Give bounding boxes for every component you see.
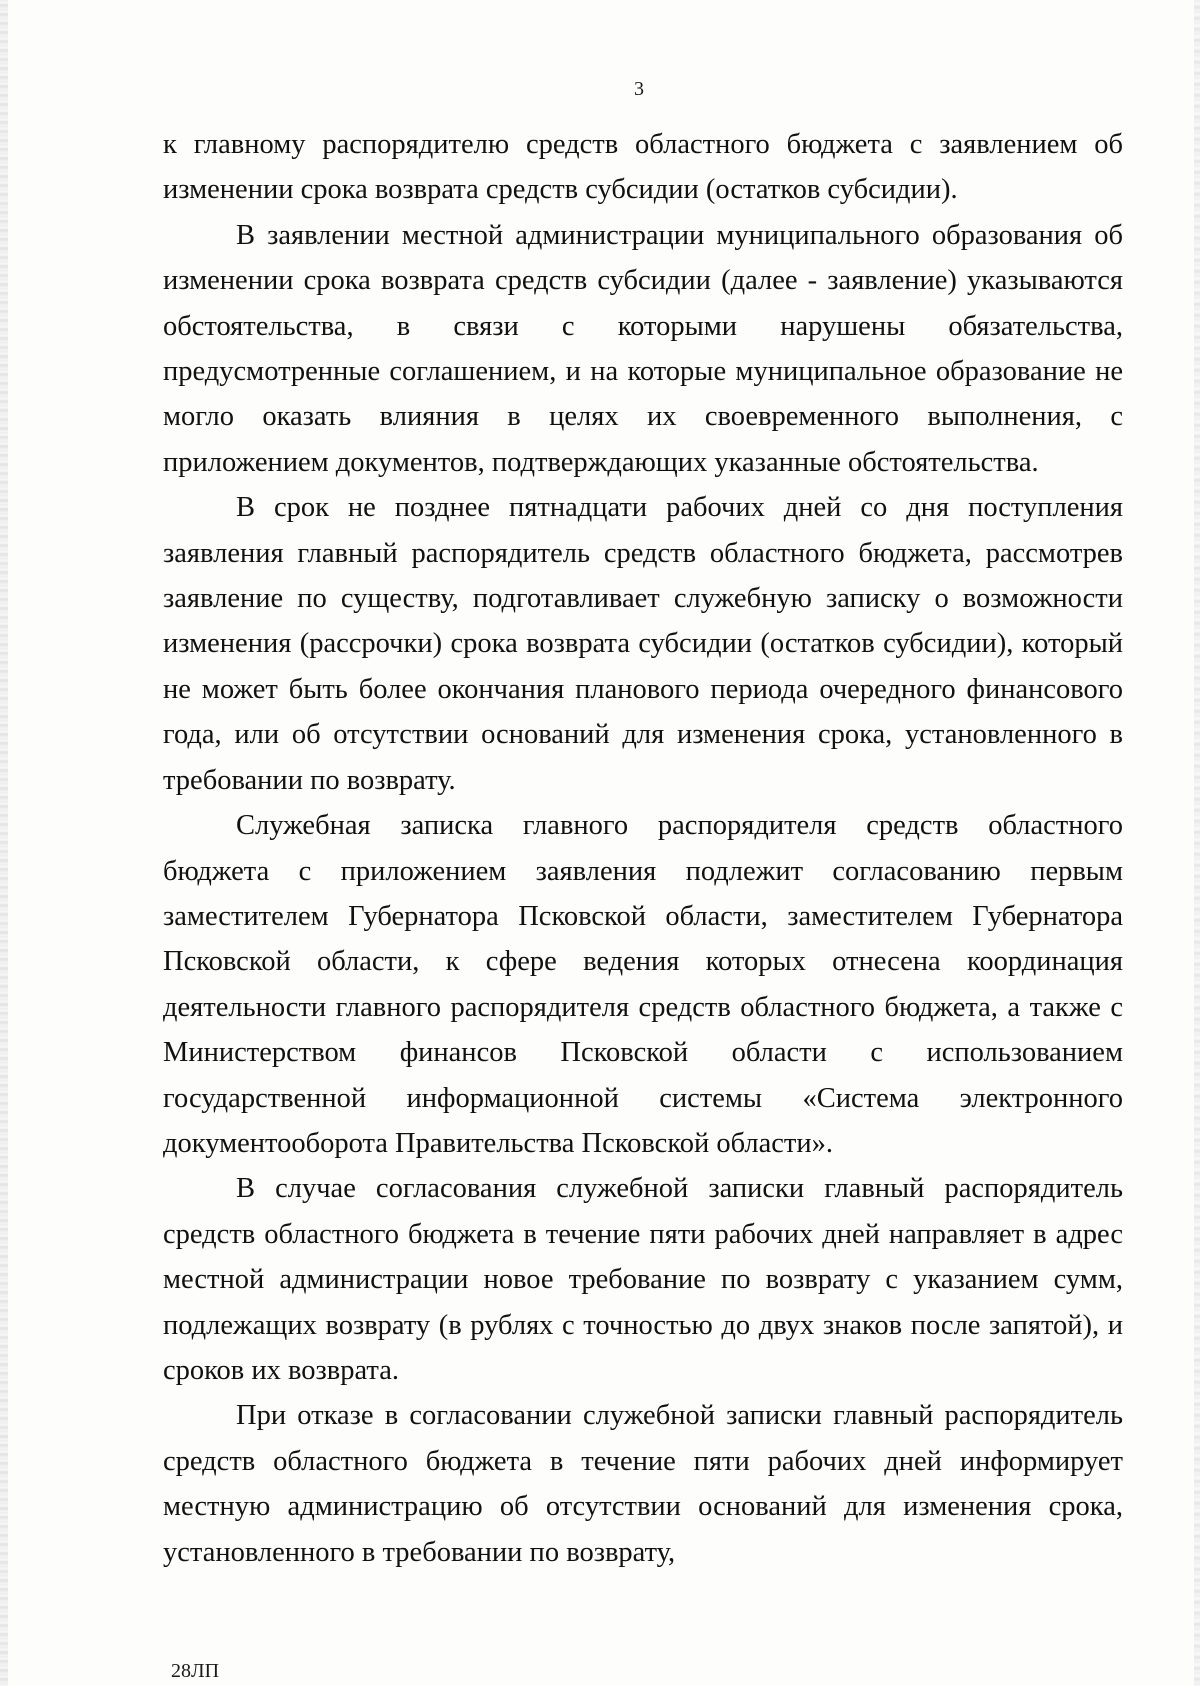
scan-edge-left [0,0,8,1686]
page-number: 3 [634,78,644,100]
paragraph-continuation: к главному распорядителю средств областного бюджета с заявлением об изменении срока возврата средств субсидии (остатков субсидии). [163,129,1123,206]
paragraph-approval-case: В случае согласования служебной записки главный распорядитель средств областного бюджета в течение пяти рабочих дней направляет в адрес местной администрации новое требование по возврату с указанием сумм, подлежащих возврату (в рублях с точностью до двух знаков после запятой), и сроков их возврата. [163,1173,1123,1386]
paragraph-memo-approval: Служебная записка главного распорядителя средств областного бюджета с приложением заявления подлежит согласованию первым заместителем Губернатора Псковской области, заместителем Губернатора Псковской области, к сфере ведения которых отнесена координация деятельности главного распорядителя средств областного бюджета, а также с Министерством финансов Псковской области с использованием государственной информационной системы «Система электронного документооборота Правительства Псковской области». [163,810,1123,1159]
footer-document-code: 28ЛП [171,1660,220,1682]
paragraph-review-deadline: В срок не позднее пятнадцати рабочих дней со дня поступления заявления главный распорядитель средств областного бюджета, рассмотрев заявление по существу, подготавливает служебную записку о возможности изменения (рассрочки) срока возврата субсидии (остатков субсидии), который не может быть более окончания планового периода очередного финансового года, или об отсутствии оснований для изменения срока, установленного в требовании по возврату. [163,492,1123,796]
paragraph-application-content: В заявлении местной администрации муниципального образования об изменении срока возврата средств субсидии (далее - заявление) указываются обстоятельства, в связи с которыми нарушены обязательства, предусмотренные соглашением, и на которые муниципальное образование не могло оказать влияния в целях их своевременного выполнения, с приложением документов, подтверждающих указанные обстоятельства. [163,219,1123,478]
scan-edge-right [1194,0,1200,1686]
paragraph-refusal-case: При отказе в согласовании служебной записки главный распорядитель средств областного бюджета в течение пяти рабочих дней информирует местную администрацию об отсутствии оснований для изменения срока, установленного в требовании по возврату, [163,1400,1123,1568]
document-body [163,122,1123,1575]
